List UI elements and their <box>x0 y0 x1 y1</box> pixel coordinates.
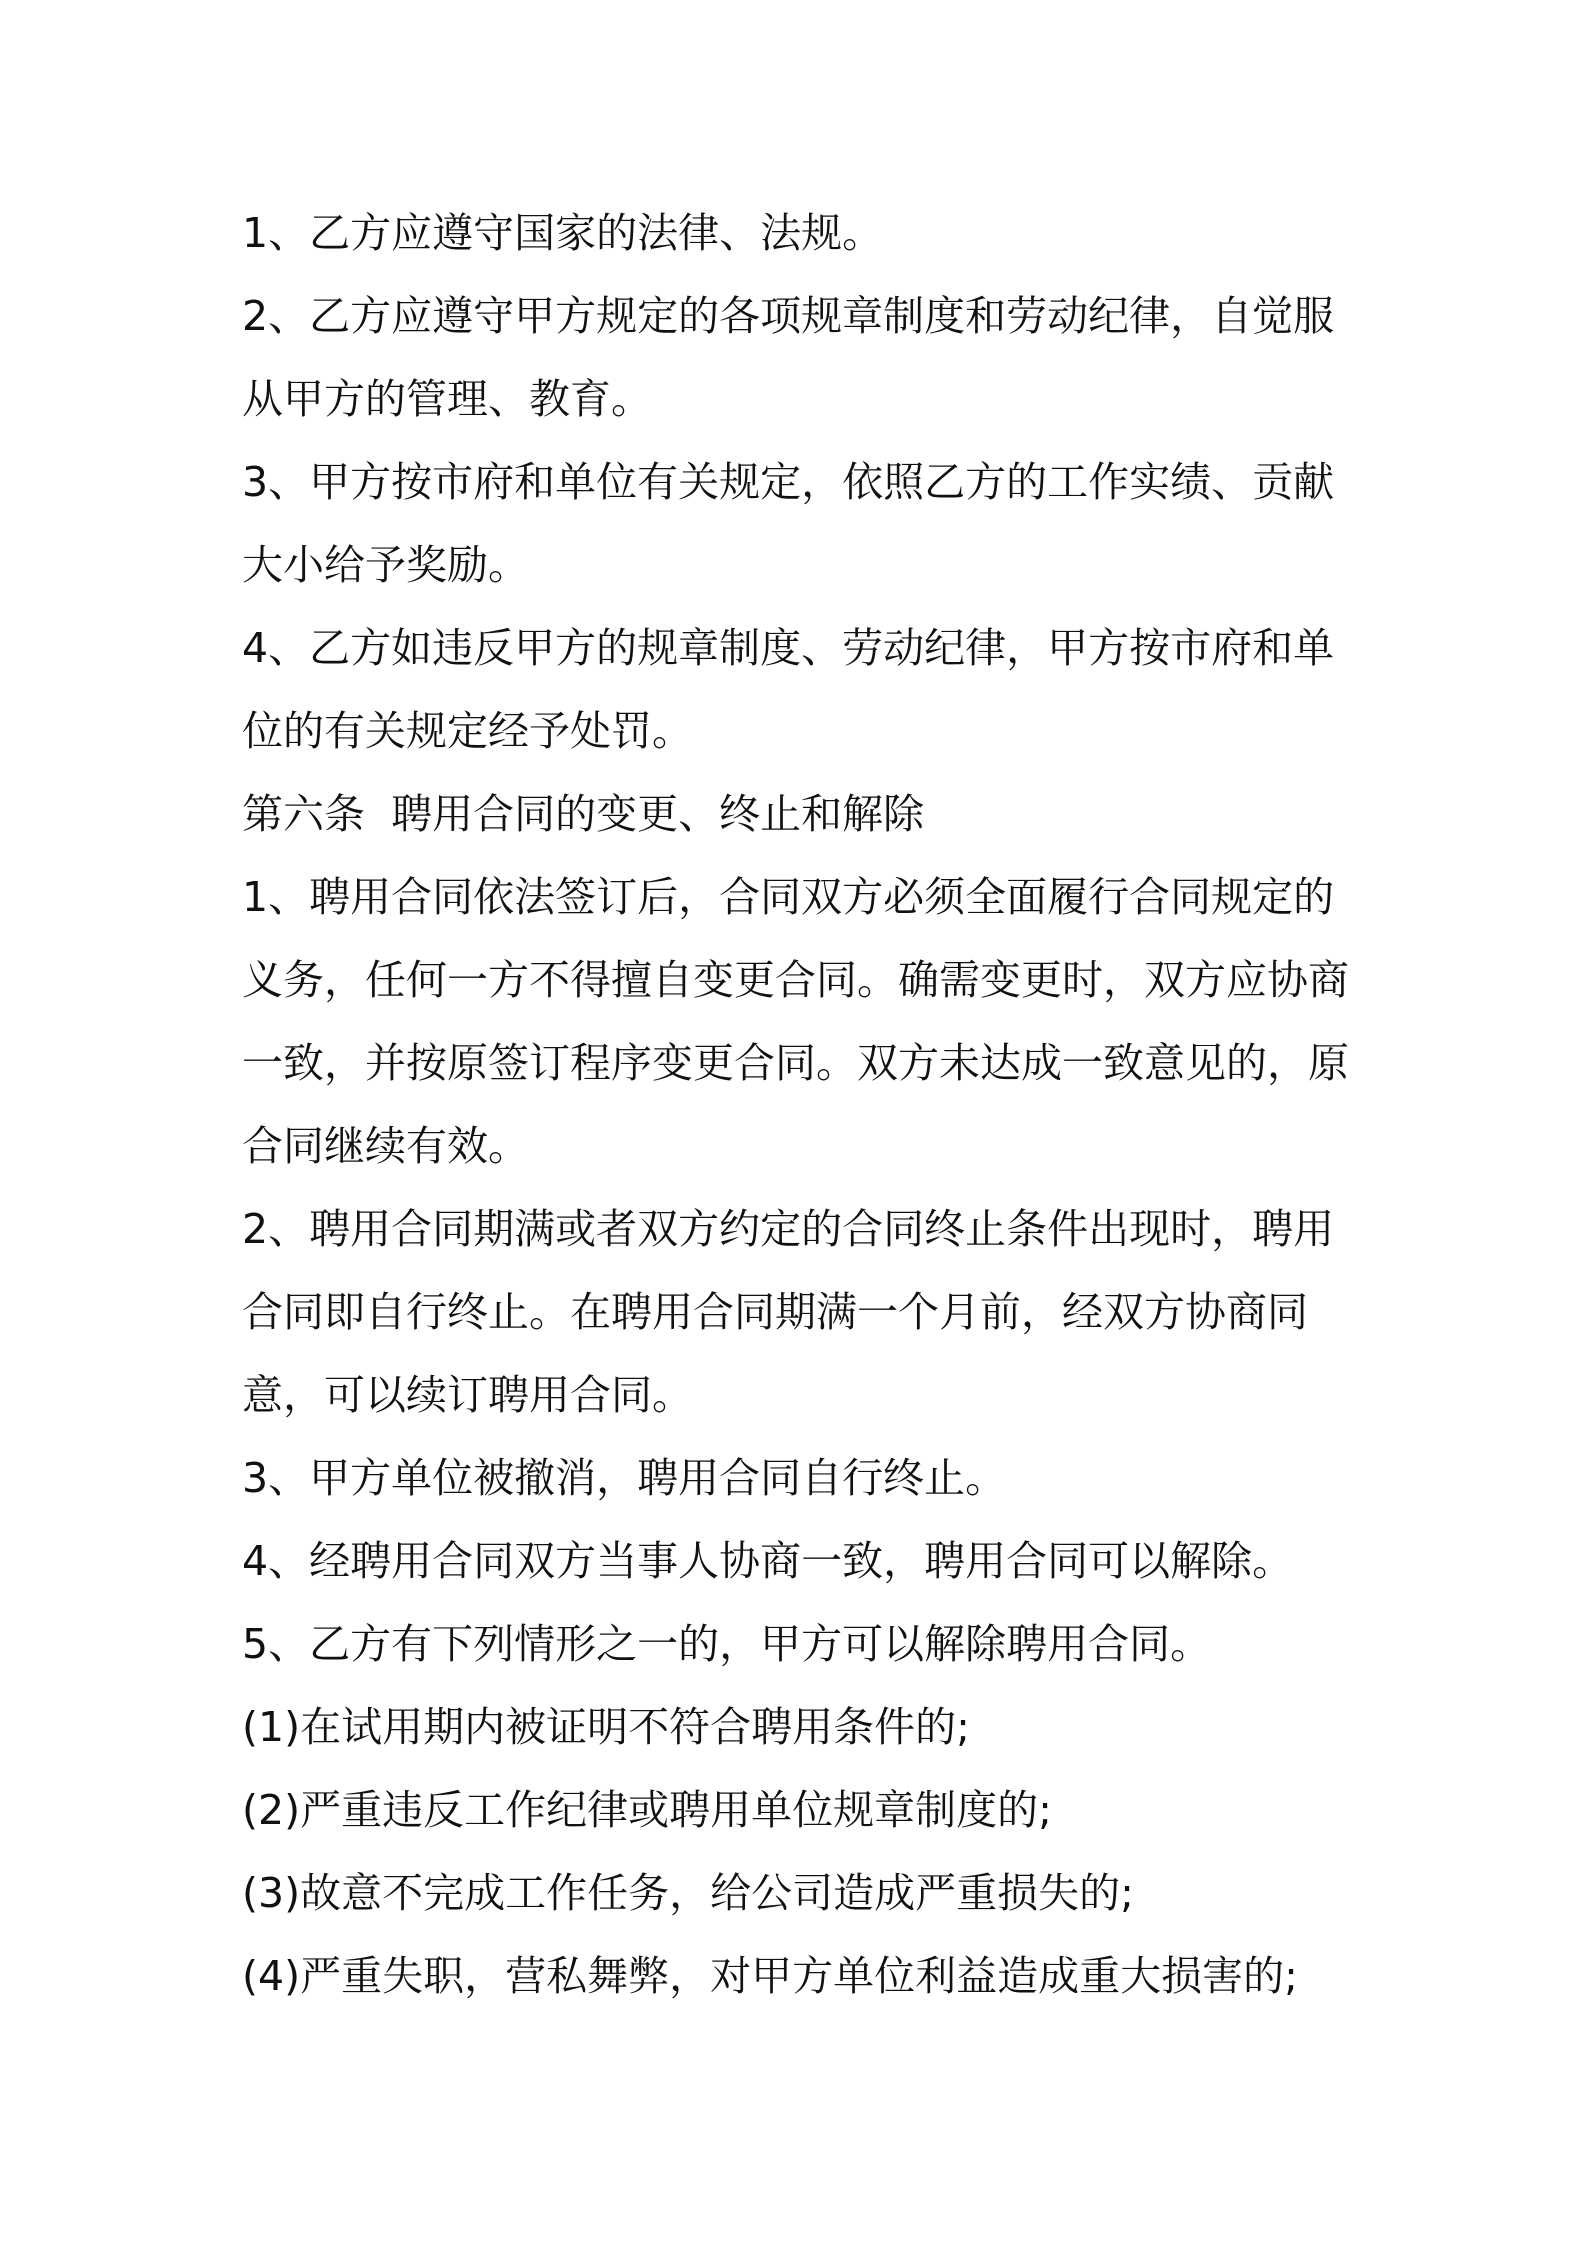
document-body <box>242 192 1362 2018</box>
list-item-2: (2)严重违反工作纪律或聘用单位规章制度的; <box>242 1786 1052 1834</box>
section-heading: 第六条 聘用合同的变更、终止和解除 <box>242 790 925 838</box>
list-item-4: (4)严重失职，营私舞弊，对甲方单位利益造成重大损害的; <box>242 1952 1298 2000</box>
paragraph-4: 4、乙方如违反甲方的规章制度、劳动纪律，甲方按市府和单位的有关规定经予处罚。 <box>242 624 1335 755</box>
section-paragraph-2: 2、聘用合同期满或者双方约定的合同终止条件出现时，聘用合同即自行终止。在聘用合同期满一个月前，经双方协商同意，可以续订聘用合同。 <box>242 1205 1335 1419</box>
list-item-3: (3)故意不完成工作任务，给公司造成严重损失的; <box>242 1869 1134 1917</box>
section-paragraph-5: 5、乙方有下列情形之一的，甲方可以解除聘用合同。 <box>242 1620 1212 1668</box>
paragraph-2: 2、乙方应遵守甲方规定的各项规章制度和劳动纪律，自觉服从甲方的管理、教育。 <box>242 292 1335 423</box>
section-paragraph-4: 4、经聘用合同双方当事人协商一致，聘用合同可以解除。 <box>242 1537 1294 1585</box>
section-paragraph-1: 1、聘用合同依法签订后，合同双方必须全面履行合同规定的义务，任何一方不得擅自变更合同。确需变更时，双方应协商一致，并按原签订程序变更合同。双方未达成一致意见的，原合同继续有效。 <box>242 873 1349 1170</box>
paragraph-3: 3、甲方按市府和单位有关规定，依照乙方的工作实绩、贡献大小给予奖励。 <box>242 458 1335 589</box>
list-item-1: (1)在试用期内被证明不符合聘用条件的; <box>242 1703 970 1751</box>
paragraph-1: 1、乙方应遵守国家的法律、法规。 <box>242 209 884 257</box>
section-paragraph-3: 3、甲方单位被撤消，聘用合同自行终止。 <box>242 1454 1007 1502</box>
